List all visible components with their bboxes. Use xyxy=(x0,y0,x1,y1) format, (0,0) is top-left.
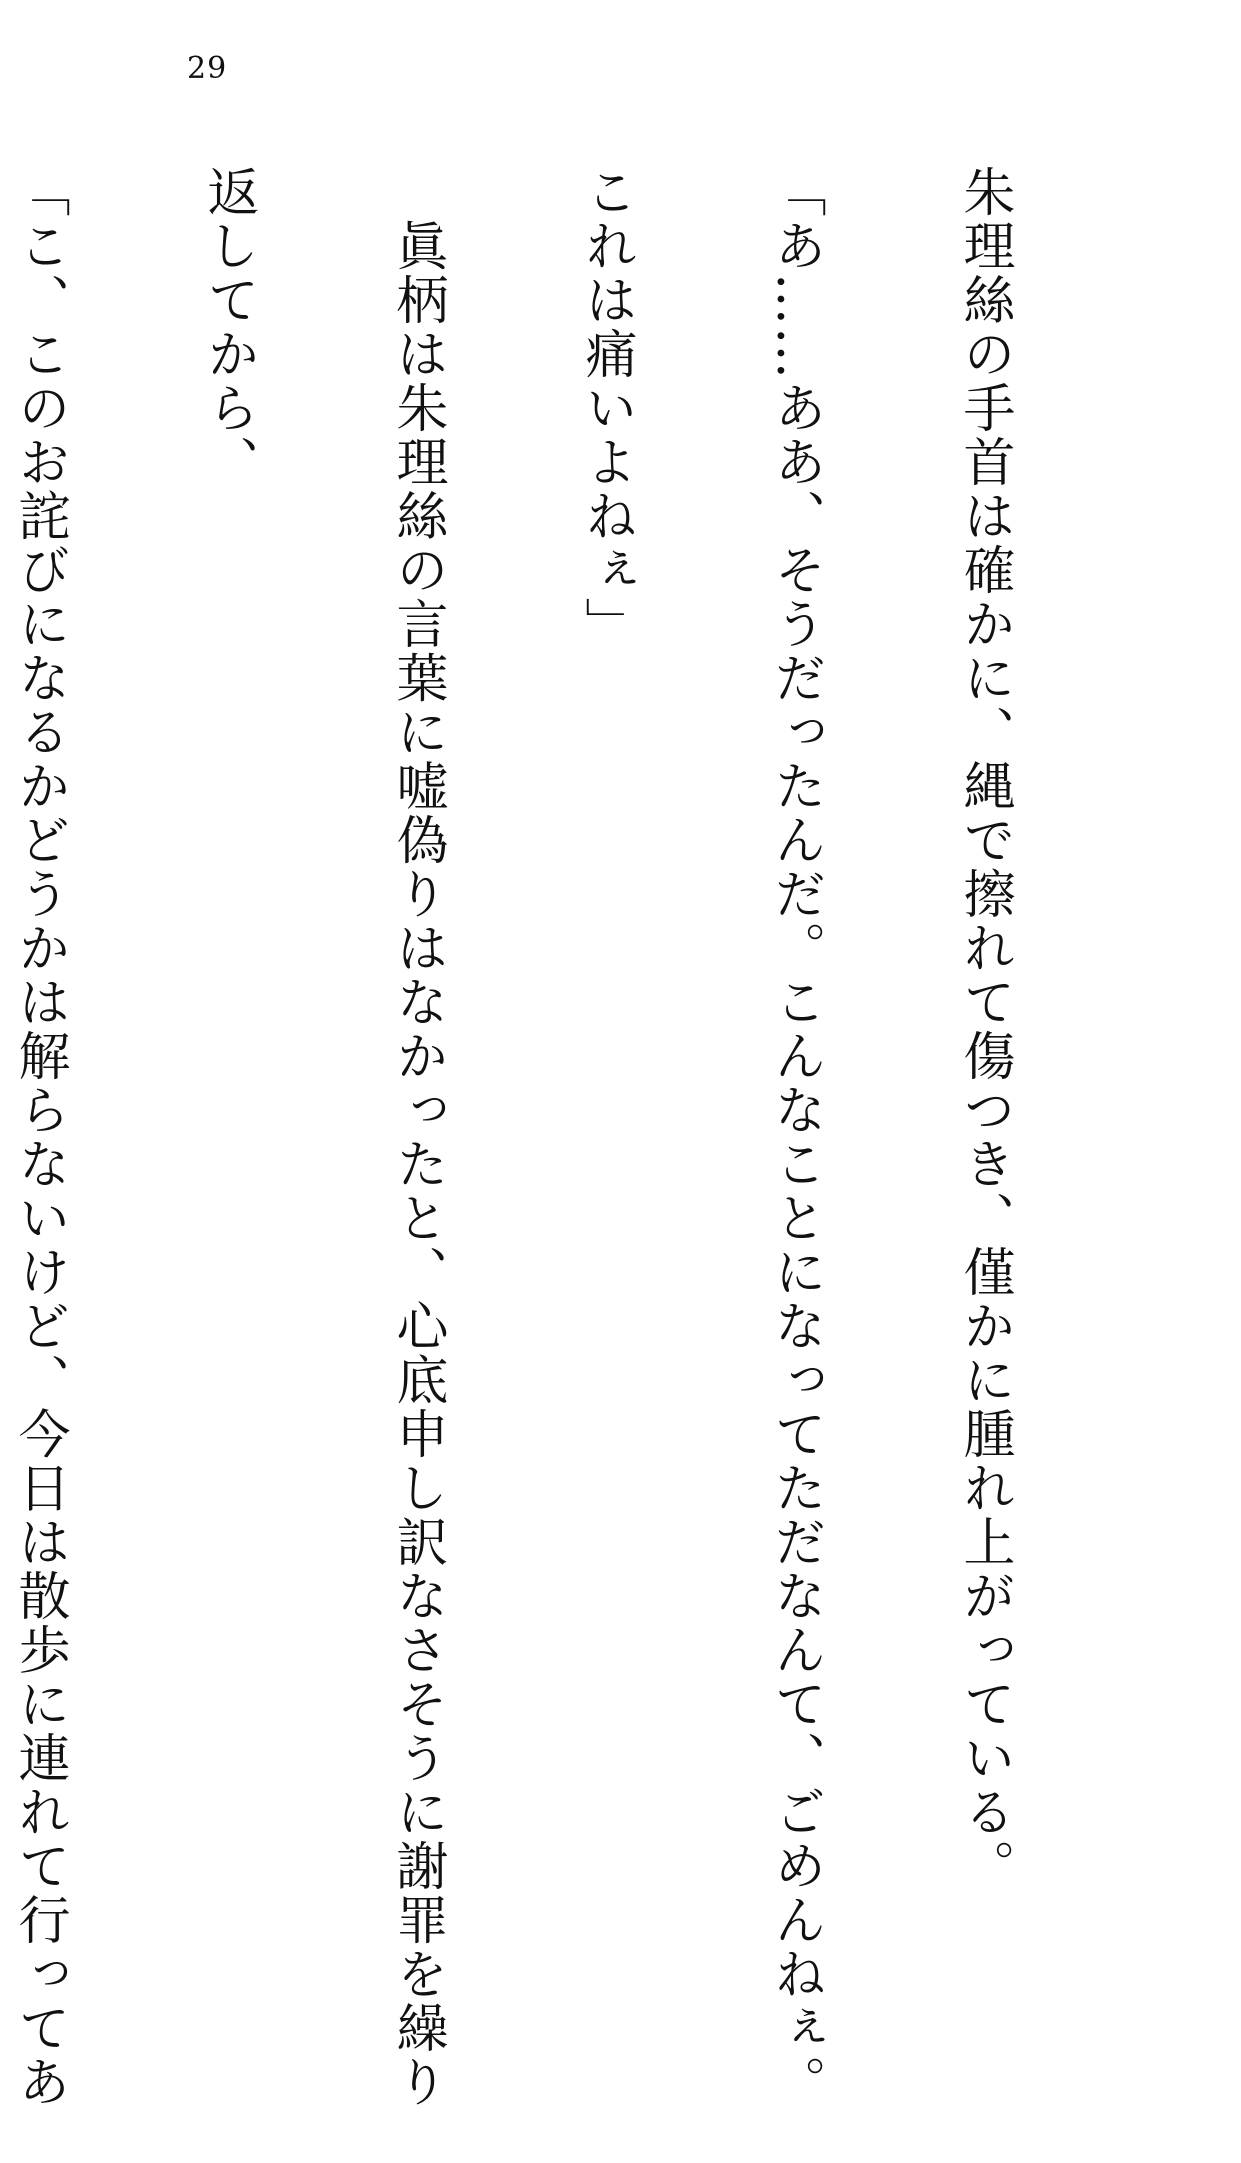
page-number: 29 xyxy=(187,51,228,86)
text-line: 「こ、このお詫びになるかどうかは解らないけど、今日は散歩に連れて行ってあ xyxy=(9,165,69,2109)
text-line: これは痛いよねぇ」 xyxy=(576,165,636,651)
novel-body-text xyxy=(9,165,1141,2109)
text-line: 「あ……ああ、そうだったんだ。こんなことになってただなんて、ごめんねぇ。 xyxy=(765,165,825,2109)
text-line: 返してから、 xyxy=(198,165,258,489)
text-line: 朱理絲の手首は確かに、縄で擦れて傷つき、僅かに腫れ上がっている。 xyxy=(954,165,1014,1893)
text-line: 眞柄は朱理絲の言葉に嘘偽りはなかったと、心底申し訳なさそうに謝罪を繰り xyxy=(387,165,447,2109)
